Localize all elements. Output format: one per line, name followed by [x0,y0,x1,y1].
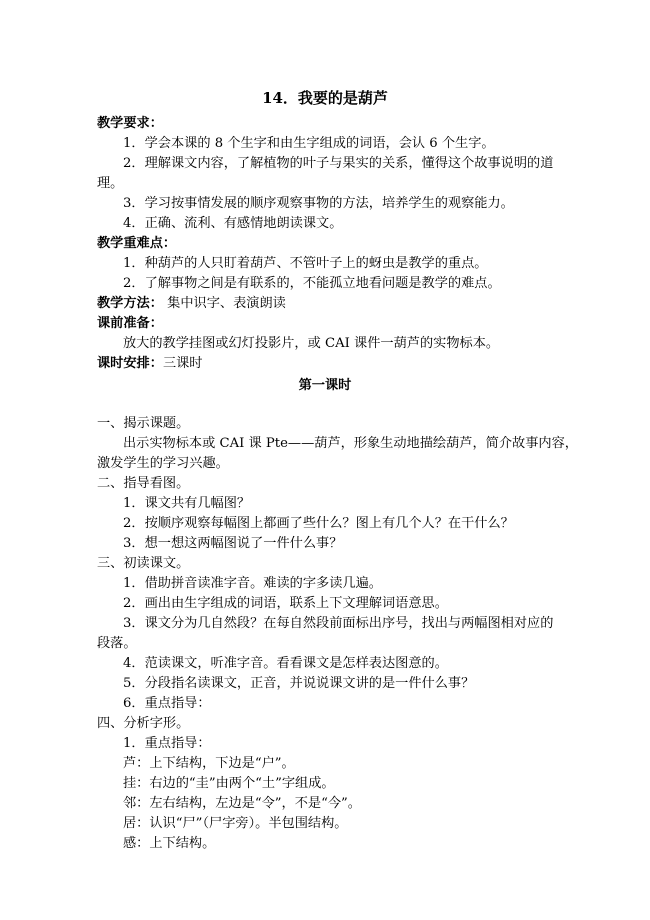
schedule-line [97,354,203,374]
requirement-item: 2．理解课文内容，了解植物的叶子与果实的关系，懂得这个故事说明的道 [123,156,554,171]
key-points-heading: 教学重难点： [97,236,177,251]
lesson-line: 6．重点指导： [123,696,211,711]
lesson-line: 1．重点指导： [123,736,211,751]
methods-heading: 教学方法： [97,296,163,311]
requirement-item: 1．学会本课的 8 个生字和由生字组成的词语，会认 6 个生字。 [123,136,495,151]
lesson-line: 2．按顺序观察每幅图上都画了些什么？图上有几个人？在干什么？ [123,516,514,531]
lesson-line: 2．画出由生字组成的词语，联系上下文理解词语意思。 [123,596,448,611]
key-point-item: 1．种葫芦的人只盯着葫芦、不管叶子上的蚜虫是教学的重点。 [123,256,488,271]
lesson-line-continuation: 段落。 [97,636,137,651]
character-note: 感：上下结构。 [123,836,216,851]
lesson-line: 1．借助拼音读准字音。难读的字多读几遍。 [123,576,382,591]
character-note: 居：认识“尸”（尸字旁）。半包围结构。 [123,816,348,831]
lesson-line: 3．课文分为几自然段？在每自然段前面标出序号，找出与两幅图相对应的 [123,616,554,631]
lesson-line: 5．分段指名读课文，正音，并说说课文讲的是一件什么事？ [123,676,475,691]
preparation-text: 放大的教学挂图或幻灯投影片，或 CAI 课件一葫芦的实物标本。 [123,336,500,351]
lesson-line: 1．课文共有几幅图？ [123,496,251,511]
schedule-heading: 课时安排： [97,356,163,371]
section-heading: 二、指导看图。 [97,476,190,491]
document-title: 14．我要的是葫芦 [262,89,388,107]
requirement-item-continuation: 理。 [97,176,124,191]
lesson-line-continuation: 激发学生的学习兴趣。 [97,456,229,471]
requirement-item: 3．学习按事情发展的顺序观察事物的方法，培养学生的观察能力。 [123,196,514,211]
lesson-line: 出示实物标本或 CAI 课 Pte——葫芦，形象生动地描绘葫芦，简介故事内容， [123,436,578,451]
requirements-heading: 教学要求： [97,116,163,131]
schedule-text: 三课时 [162,356,203,371]
section-heading: 三、初读课文。 [97,556,190,571]
lesson-line: 4．范读课文，听准字音。看看课文是怎样表达图意的。 [123,656,448,671]
methods-line [97,294,286,314]
lesson-line: 3．想一想这两幅图说了一件什么事？ [123,536,343,551]
lesson-title: 第一课时 [298,378,352,393]
character-note: 挂：右边的“圭”由两个“土”字组成。 [123,776,335,791]
section-heading: 一、揭示课题。 [97,416,190,431]
character-note: 邻：左右结构，左边是“令”，不是“今”。 [123,796,361,811]
character-note: 芦：上下结构，下边是“户”。 [123,756,295,771]
section-heading: 四、分析字形。 [97,716,190,731]
methods-text: 集中识字、表演朗读 [162,296,286,311]
preparation-heading: 课前准备： [97,316,163,331]
requirement-item: 4．正确、流利、有感情地朗读课文。 [123,216,343,231]
key-point-item: 2．了解事物之间是有联系的，不能孤立地看问题是教学的难点。 [123,276,501,291]
